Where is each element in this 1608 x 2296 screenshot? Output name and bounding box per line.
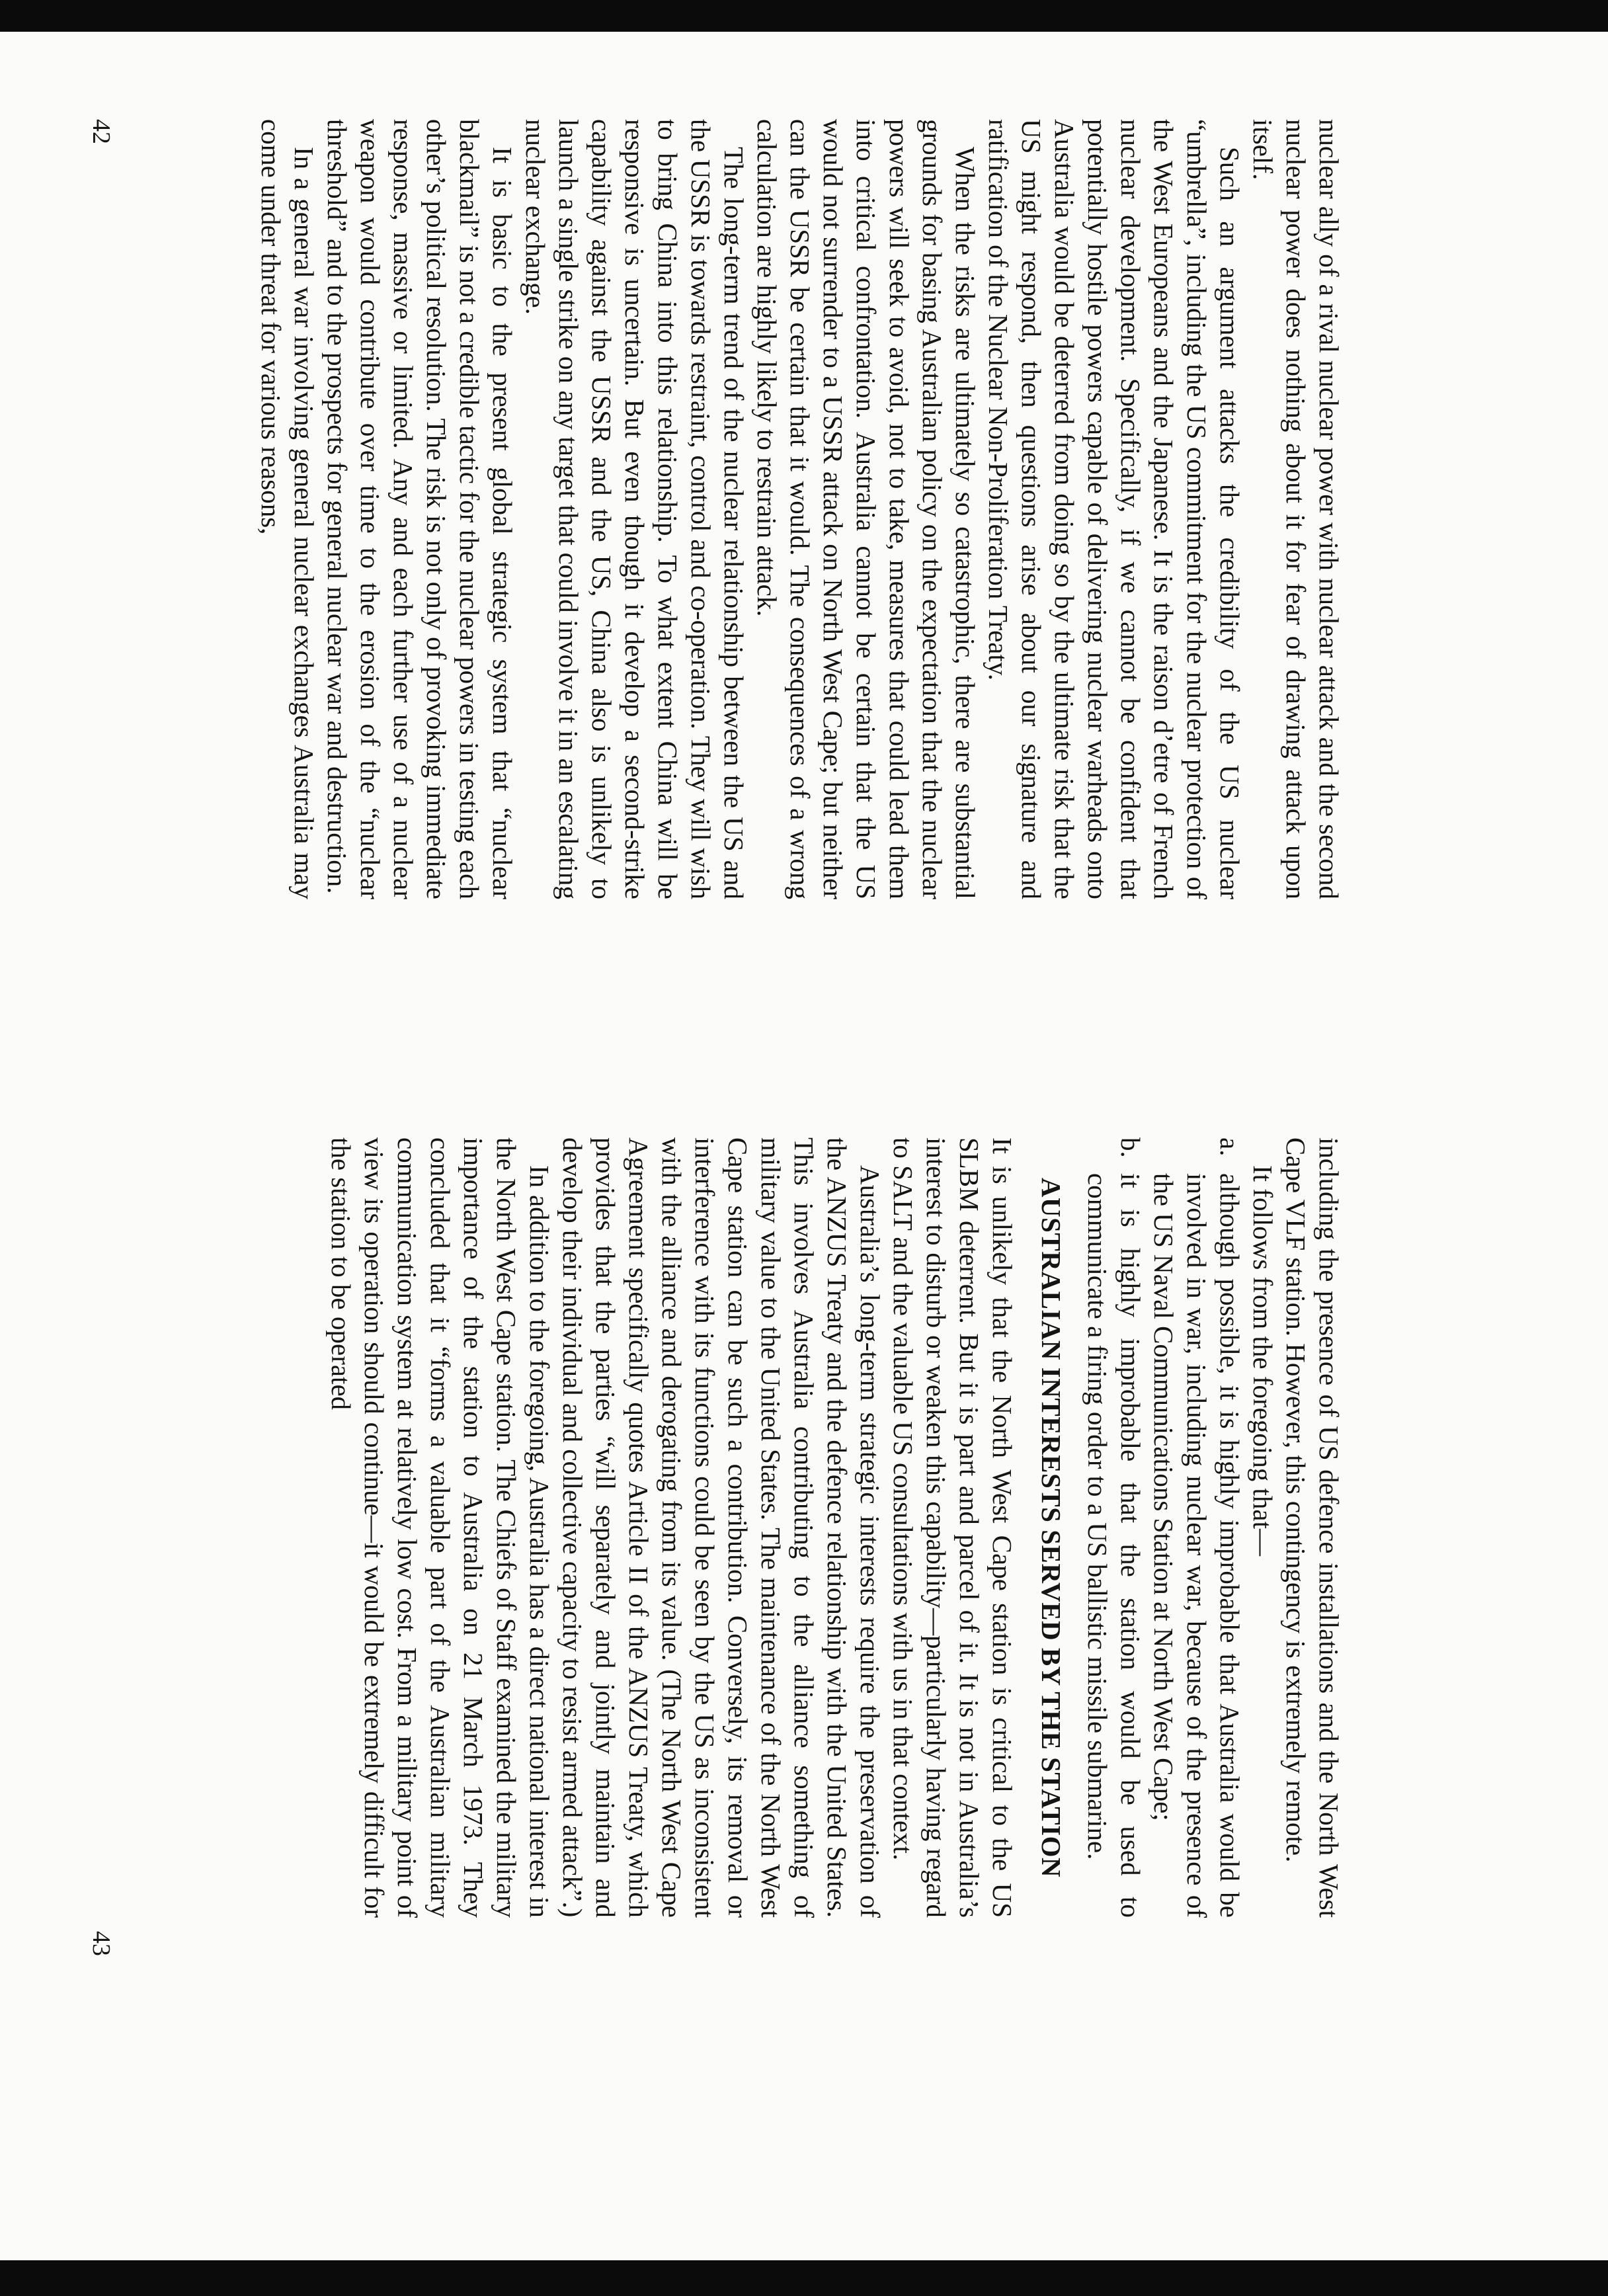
paragraph: When the risks are ultimately so catastrophic, there are substantial grounds for basing Australian policy on the expectation that the nuclear powers will seek to avoid, not to take, measures that could lead them into critical confrontation. Australia cannot be certain that the US would not surrender to a USSR attack on North West Cape; but neither can the USSR be certain that it would. The consequences of a wrong calculation are highly likely to restrain attack. [752, 119, 981, 899]
list-item [1081, 1137, 1147, 1918]
paragraph: The long-term trend of the nuclear relationship between the US and the USSR is towards restraint, control and co-operation. They will wish to bring China into this relationship. To what extent China will be responsive is uncertain. But even though it develop a second-strike capability against the USSR and the US, China also is unlikely to launch a single strike on any target that could involve it in an escalating nuclear exchange. [520, 119, 749, 899]
page-number-right: 43 [87, 1931, 115, 1956]
conclusion-list [1081, 1137, 1246, 1918]
paragraph: Such an argument attacks the credibility of the US nuclear “umbrella”, including the US commitment for the nuclear protection of the West Europeans and the Japanese. It is the raison d’etre of French nuclear development. Specifically, if we cannot be confident that potentially hostile powers capable of delivering nuclear warheads onto Australia would be deterred from doing so by the ultimate risk that the US might respond, then questions arise about our signature and ratification of the Nuclear Non-Proliferation Treaty. [983, 119, 1245, 899]
paragraph: It is basic to the present global strategic system that “nuclear blackmail” is not a credible tactic for the nuclear powers in testing each other’s political resolution. The risk is not only of provoking immediate response, massive or limited. Any and each further use of a nuclear weapon would contribute over time to the erosion of the “nuclear threshold” and to the prospects for general nuclear war and destruction. [322, 119, 518, 899]
paragraph: It follows from the foregoing that— [1248, 1165, 1278, 1556]
left-page-text [255, 119, 1346, 899]
scan-border-top [0, 0, 1608, 32]
list-marker: b. [1115, 1137, 1146, 1158]
rotated-book-spread [0, 53, 1597, 1997]
list-marker: a. [1215, 1137, 1245, 1157]
right-page-text [325, 1137, 1346, 1918]
paragraph: In addition to the foregoing, Australia has a direct national interest in the North West Cape station. The Chiefs of Staff examined the military importance of the station to Australia on 21 March 1973. They concluded that it “forms a valuable part of the Australian military communication system at relatively low cost. From a military point of view its operation should continue—it would be extremely difficult for the station to be operated [326, 1137, 555, 1918]
paragraph: Australia’s long-term strategic interests require the preservation of the ANZUS Treaty and the defence relationship with the United States. This involves Australia contributing to the alliance something of military value to the United States. The maintenance of the North West Cape station can be such a contribution. Conversely, its removal or interference with its functions could be seen by the US as inconsistent with the alliance and derogating from its value. (The North West Cape Agreement specifically quotes Article II of the ANZUS Treaty, which provides that the parties “will separately and jointly maintain and develop their individual and collective capacity to resist armed attack”.) [557, 1137, 885, 1918]
page-number-left: 42 [87, 119, 115, 144]
paragraph: It is unlikely that the North West Cape station is critical to the US SLBM deterrent. But it is part and parcel of it. It is not in Australia’s interest to disturb or weaken this capability—particularly having regard to SALT and the valuable US consultations with us in that context. [888, 1137, 1018, 1918]
scan-border-bottom [0, 2260, 1608, 2296]
list-item [1147, 1137, 1246, 1918]
list-item-text: it is highly improbable that the station would be used to communicate a firing order to a US ballistic missile submarine. [1082, 1173, 1146, 1918]
paragraph: including the presence of US defence installations and the North West Cape VLF station. However, this contingency is extremely remote. [1281, 1137, 1344, 1918]
paragraph: nuclear ally of a rival nuclear power with nuclear attack and the second nuclear power does nothing about it for fear of drawing attack upon itself. [1248, 119, 1344, 899]
section-heading: AUSTRALIAN INTERESTS SERVED BY THE STATION [1036, 1177, 1066, 1878]
list-item-text: although possible, it is highly improbable that Australia would be involved in war, including nuclear war, because of the presence of the US Naval Communications Station at North West Cape; [1148, 1173, 1245, 1918]
paragraph: In a general war involving general nuclear exchanges Australia may come under threat for various reasons, [256, 119, 319, 899]
